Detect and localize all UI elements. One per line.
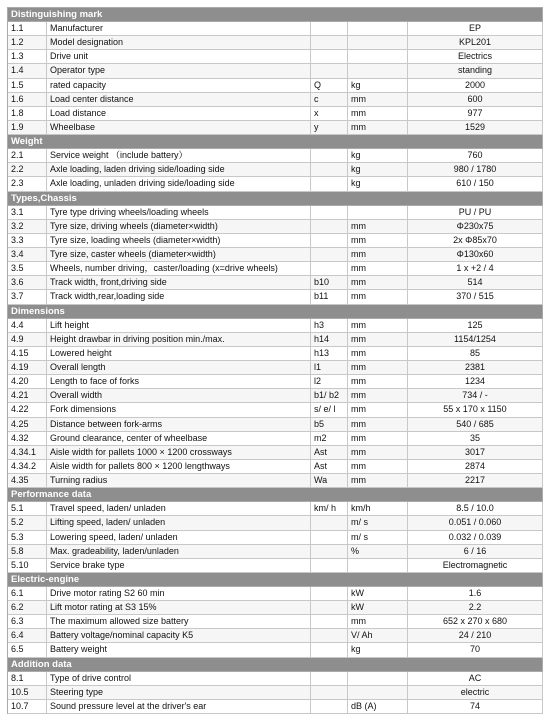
item-number-cell: 4.32 — [8, 432, 47, 445]
description-cell: Operator type — [47, 64, 311, 77]
value-cell: 610 / 150 — [408, 177, 543, 190]
description-cell: Tyre type driving wheels/loading wheels — [47, 206, 311, 219]
table-row — [8, 107, 543, 121]
table-row — [8, 601, 543, 615]
symbol-cell — [311, 220, 348, 233]
symbol-cell: Ast — [311, 460, 348, 473]
value-cell: 1154/1254 — [408, 333, 543, 346]
value-cell: 3017 — [408, 446, 543, 459]
value-cell: 1529 — [408, 121, 543, 134]
section-header: Performance data — [8, 488, 543, 502]
table-row — [8, 248, 543, 262]
value-cell: AC — [408, 672, 543, 685]
item-number-cell: 4.15 — [8, 347, 47, 360]
description-cell: Length to face of forks — [47, 375, 311, 388]
table-row — [8, 403, 543, 417]
symbol-cell — [311, 163, 348, 176]
table-row — [8, 121, 543, 135]
table-row — [8, 418, 543, 432]
value-cell: 125 — [408, 319, 543, 332]
value-cell: 0.051 / 0.060 — [408, 516, 543, 529]
unit-cell: m/ s — [348, 531, 408, 544]
symbol-cell — [311, 700, 348, 713]
value-cell: 24 / 210 — [408, 629, 543, 642]
value-cell: 74 — [408, 700, 543, 713]
value-cell: PU / PU — [408, 206, 543, 219]
unit-cell — [348, 64, 408, 77]
item-number-cell: 2.3 — [8, 177, 47, 190]
symbol-cell — [311, 686, 348, 699]
table-row — [8, 686, 543, 700]
unit-cell: kW — [348, 601, 408, 614]
table-row — [8, 474, 543, 488]
spec-table — [7, 7, 543, 714]
description-cell: Lowering speed, laden/ unladen — [47, 531, 311, 544]
item-number-cell: 4.34.1 — [8, 446, 47, 459]
symbol-cell — [311, 50, 348, 63]
unit-cell: kg — [348, 149, 408, 162]
section-header: Types,Chassis — [8, 192, 543, 206]
description-cell: Drive unit — [47, 50, 311, 63]
item-number-cell: 6.3 — [8, 615, 47, 628]
table-row — [8, 389, 543, 403]
item-number-cell: 5.3 — [8, 531, 47, 544]
unit-cell: kg — [348, 177, 408, 190]
value-cell: 980 / 1780 — [408, 163, 543, 176]
unit-cell: mm — [348, 248, 408, 261]
value-cell: electric — [408, 686, 543, 699]
item-number-cell: 3.6 — [8, 276, 47, 289]
table-row — [8, 79, 543, 93]
symbol-cell — [311, 587, 348, 600]
table-row — [8, 50, 543, 64]
section-header: Distinguishing mark — [8, 8, 543, 22]
unit-cell — [348, 50, 408, 63]
symbol-cell: b1/ b2 — [311, 389, 348, 402]
unit-cell: kg — [348, 163, 408, 176]
table-row — [8, 559, 543, 573]
item-number-cell: 3.2 — [8, 220, 47, 233]
value-cell: Electrics — [408, 50, 543, 63]
value-cell: 370 / 515 — [408, 290, 543, 303]
description-cell: The maximum allowed size battery — [47, 615, 311, 628]
description-cell: Type of drive control — [47, 672, 311, 685]
description-cell: Wheels, number driving，caster/loading (x=drive wheels) — [47, 262, 311, 275]
symbol-cell — [311, 36, 348, 49]
unit-cell — [348, 36, 408, 49]
description-cell: Turning radius — [47, 474, 311, 487]
item-number-cell: 10.5 — [8, 686, 47, 699]
table-row — [8, 531, 543, 545]
item-number-cell: 4.20 — [8, 375, 47, 388]
symbol-cell: h3 — [311, 319, 348, 332]
item-number-cell: 5.2 — [8, 516, 47, 529]
value-cell: 514 — [408, 276, 543, 289]
description-cell: Wheelbase — [47, 121, 311, 134]
unit-cell: kg — [348, 643, 408, 656]
description-cell: Aisle width for pallets 800 × 1200 lengthways — [47, 460, 311, 473]
description-cell: Battery voltage/nominal capacity K5 — [47, 629, 311, 642]
table-row — [8, 333, 543, 347]
unit-cell: mm — [348, 389, 408, 402]
symbol-cell: h13 — [311, 347, 348, 360]
symbol-cell: l2 — [311, 375, 348, 388]
description-cell: Travel speed, laden/ unladen — [47, 502, 311, 515]
value-cell: 70 — [408, 643, 543, 656]
section-header: Weight — [8, 135, 543, 149]
value-cell: 55 x 170 x 1150 — [408, 403, 543, 416]
table-row — [8, 643, 543, 657]
value-cell: standing — [408, 64, 543, 77]
unit-cell: m/ s — [348, 516, 408, 529]
description-cell: Fork dimensions — [47, 403, 311, 416]
unit-cell: mm — [348, 375, 408, 388]
unit-cell: mm — [348, 319, 408, 332]
item-number-cell: 4.22 — [8, 403, 47, 416]
unit-cell: V/ Ah — [348, 629, 408, 642]
table-row — [8, 93, 543, 107]
table-row — [8, 206, 543, 220]
symbol-cell: l1 — [311, 361, 348, 374]
table-row — [8, 262, 543, 276]
item-number-cell: 4.25 — [8, 418, 47, 431]
unit-cell — [348, 686, 408, 699]
value-cell: Electromagnetic — [408, 559, 543, 572]
description-cell: Overall length — [47, 361, 311, 374]
table-row — [8, 22, 543, 36]
symbol-cell — [311, 601, 348, 614]
table-row — [8, 177, 543, 191]
unit-cell: mm — [348, 333, 408, 346]
item-number-cell: 4.34.2 — [8, 460, 47, 473]
description-cell: Model designation — [47, 36, 311, 49]
table-row — [8, 460, 543, 474]
table-row — [8, 319, 543, 333]
description-cell: Axle loading, laden driving side/loading side — [47, 163, 311, 176]
unit-cell: mm — [348, 418, 408, 431]
item-number-cell: 3.3 — [8, 234, 47, 247]
item-number-cell: 5.8 — [8, 545, 47, 558]
table-row — [8, 64, 543, 78]
item-number-cell: 1.1 — [8, 22, 47, 35]
unit-cell: dB (A) — [348, 700, 408, 713]
symbol-cell: x — [311, 107, 348, 120]
unit-cell — [348, 559, 408, 572]
description-cell: Drive motor rating S2 60 min — [47, 587, 311, 600]
description-cell: Distance between fork-arms — [47, 418, 311, 431]
item-number-cell: 1.2 — [8, 36, 47, 49]
item-number-cell: 4.9 — [8, 333, 47, 346]
unit-cell — [348, 22, 408, 35]
value-cell: 977 — [408, 107, 543, 120]
unit-cell: mm — [348, 347, 408, 360]
value-cell: 2381 — [408, 361, 543, 374]
unit-cell: mm — [348, 474, 408, 487]
symbol-cell: s/ e/ l — [311, 403, 348, 416]
table-row — [8, 220, 543, 234]
value-cell: 2874 — [408, 460, 543, 473]
table-row — [8, 516, 543, 530]
unit-cell: mm — [348, 276, 408, 289]
description-cell: Service weight （include battery） — [47, 149, 311, 162]
symbol-cell — [311, 206, 348, 219]
description-cell: Tyre size, driving wheels (diameter×width) — [47, 220, 311, 233]
table-row — [8, 502, 543, 516]
value-cell: 8.5 / 10.0 — [408, 502, 543, 515]
symbol-cell: b10 — [311, 276, 348, 289]
description-cell: rated capacity — [47, 79, 311, 92]
symbol-cell — [311, 262, 348, 275]
table-row — [8, 615, 543, 629]
unit-cell: % — [348, 545, 408, 558]
table-row — [8, 672, 543, 686]
symbol-cell: h14 — [311, 333, 348, 346]
value-cell: 1.6 — [408, 587, 543, 600]
item-number-cell: 1.9 — [8, 121, 47, 134]
item-number-cell: 1.8 — [8, 107, 47, 120]
symbol-cell — [311, 545, 348, 558]
symbol-cell — [311, 149, 348, 162]
item-number-cell: 1.5 — [8, 79, 47, 92]
description-cell: Height drawbar in driving position min./max. — [47, 333, 311, 346]
table-row — [8, 36, 543, 50]
unit-cell: mm — [348, 107, 408, 120]
item-number-cell: 1.3 — [8, 50, 47, 63]
description-cell: Axle loading, unladen driving side/loading side — [47, 177, 311, 190]
unit-cell: mm — [348, 121, 408, 134]
value-cell: 1 x +2 / 4 — [408, 262, 543, 275]
unit-cell: mm — [348, 220, 408, 233]
symbol-cell — [311, 234, 348, 247]
item-number-cell: 4.19 — [8, 361, 47, 374]
description-cell: Load center distance — [47, 93, 311, 106]
table-row — [8, 629, 543, 643]
value-cell: 85 — [408, 347, 543, 360]
item-number-cell: 3.1 — [8, 206, 47, 219]
item-number-cell: 6.2 — [8, 601, 47, 614]
unit-cell: mm — [348, 290, 408, 303]
unit-cell: kg — [348, 79, 408, 92]
value-cell: 0.032 / 0.039 — [408, 531, 543, 544]
symbol-cell — [311, 672, 348, 685]
item-number-cell: 1.4 — [8, 64, 47, 77]
symbol-cell: c — [311, 93, 348, 106]
item-number-cell: 3.4 — [8, 248, 47, 261]
item-number-cell: 1.6 — [8, 93, 47, 106]
table-row — [8, 545, 543, 559]
item-number-cell: 10.7 — [8, 700, 47, 713]
unit-cell: mm — [348, 432, 408, 445]
item-number-cell: 6.1 — [8, 587, 47, 600]
table-row — [8, 163, 543, 177]
description-cell: Lifting speed, laden/ unladen — [47, 516, 311, 529]
symbol-cell: y — [311, 121, 348, 134]
description-cell: Tyre size, caster wheels (diameter×width) — [47, 248, 311, 261]
item-number-cell: 6.5 — [8, 643, 47, 656]
symbol-cell: Ast — [311, 446, 348, 459]
value-cell: Φ230x75 — [408, 220, 543, 233]
item-number-cell: 6.4 — [8, 629, 47, 642]
item-number-cell: 2.2 — [8, 163, 47, 176]
description-cell: Load distance — [47, 107, 311, 120]
symbol-cell — [311, 22, 348, 35]
value-cell: EP — [408, 22, 543, 35]
table-row — [8, 446, 543, 460]
symbol-cell: km/ h — [311, 502, 348, 515]
description-cell: Battery weight — [47, 643, 311, 656]
symbol-cell — [311, 516, 348, 529]
description-cell: Steering type — [47, 686, 311, 699]
symbol-cell — [311, 248, 348, 261]
description-cell: Lowered height — [47, 347, 311, 360]
value-cell: 2217 — [408, 474, 543, 487]
table-row — [8, 290, 543, 304]
symbol-cell: Wa — [311, 474, 348, 487]
table-row — [8, 700, 543, 714]
item-number-cell: 8.1 — [8, 672, 47, 685]
description-cell: Overall width — [47, 389, 311, 402]
symbol-cell — [311, 559, 348, 572]
unit-cell: mm — [348, 446, 408, 459]
item-number-cell: 5.1 — [8, 502, 47, 515]
unit-cell: km/h — [348, 502, 408, 515]
description-cell: Aisle width for pallets 1000 × 1200 crossways — [47, 446, 311, 459]
value-cell: 2.2 — [408, 601, 543, 614]
value-cell: KPL201 — [408, 36, 543, 49]
value-cell: 2000 — [408, 79, 543, 92]
value-cell: 540 / 685 — [408, 418, 543, 431]
table-row — [8, 587, 543, 601]
symbol-cell: m2 — [311, 432, 348, 445]
table-row — [8, 375, 543, 389]
description-cell: Track width, front,driving side — [47, 276, 311, 289]
value-cell: 600 — [408, 93, 543, 106]
table-row — [8, 149, 543, 163]
table-row — [8, 234, 543, 248]
value-cell: 2x Φ85x70 — [408, 234, 543, 247]
value-cell: 6 / 16 — [408, 545, 543, 558]
unit-cell: mm — [348, 615, 408, 628]
value-cell: 652 x 270 x 680 — [408, 615, 543, 628]
value-cell: 734 / - — [408, 389, 543, 402]
section-header: Addition data — [8, 658, 543, 672]
symbol-cell — [311, 643, 348, 656]
value-cell: 1234 — [408, 375, 543, 388]
description-cell: Tyre size, loading wheels (diameter×width) — [47, 234, 311, 247]
section-header: Electric-engine — [8, 573, 543, 587]
value-cell: 760 — [408, 149, 543, 162]
value-cell: Φ130x60 — [408, 248, 543, 261]
symbol-cell — [311, 531, 348, 544]
unit-cell: mm — [348, 234, 408, 247]
unit-cell — [348, 206, 408, 219]
item-number-cell: 4.35 — [8, 474, 47, 487]
unit-cell: kW — [348, 587, 408, 600]
unit-cell: mm — [348, 361, 408, 374]
table-row — [8, 347, 543, 361]
item-number-cell: 3.7 — [8, 290, 47, 303]
table-row — [8, 432, 543, 446]
symbol-cell: b11 — [311, 290, 348, 303]
description-cell: Service brake type — [47, 559, 311, 572]
section-header: Dimensions — [8, 305, 543, 319]
table-row — [8, 361, 543, 375]
symbol-cell — [311, 629, 348, 642]
description-cell: Manufacturer — [47, 22, 311, 35]
symbol-cell: b5 — [311, 418, 348, 431]
description-cell: Ground clearance, center of wheelbase — [47, 432, 311, 445]
symbol-cell: Q — [311, 79, 348, 92]
description-cell: Sound pressure level at the driver's ear — [47, 700, 311, 713]
item-number-cell: 3.5 — [8, 262, 47, 275]
unit-cell: mm — [348, 93, 408, 106]
item-number-cell: 5.10 — [8, 559, 47, 572]
unit-cell: mm — [348, 262, 408, 275]
unit-cell: mm — [348, 460, 408, 473]
unit-cell — [348, 672, 408, 685]
description-cell: Lift height — [47, 319, 311, 332]
item-number-cell: 4.4 — [8, 319, 47, 332]
description-cell: Track width,rear,loading side — [47, 290, 311, 303]
value-cell: 35 — [408, 432, 543, 445]
symbol-cell — [311, 615, 348, 628]
item-number-cell: 2.1 — [8, 149, 47, 162]
symbol-cell — [311, 64, 348, 77]
item-number-cell: 4.21 — [8, 389, 47, 402]
unit-cell: mm — [348, 403, 408, 416]
symbol-cell — [311, 177, 348, 190]
description-cell: Max. gradeability, laden/unladen — [47, 545, 311, 558]
description-cell: Lift motor rating at S3 15% — [47, 601, 311, 614]
table-row — [8, 276, 543, 290]
